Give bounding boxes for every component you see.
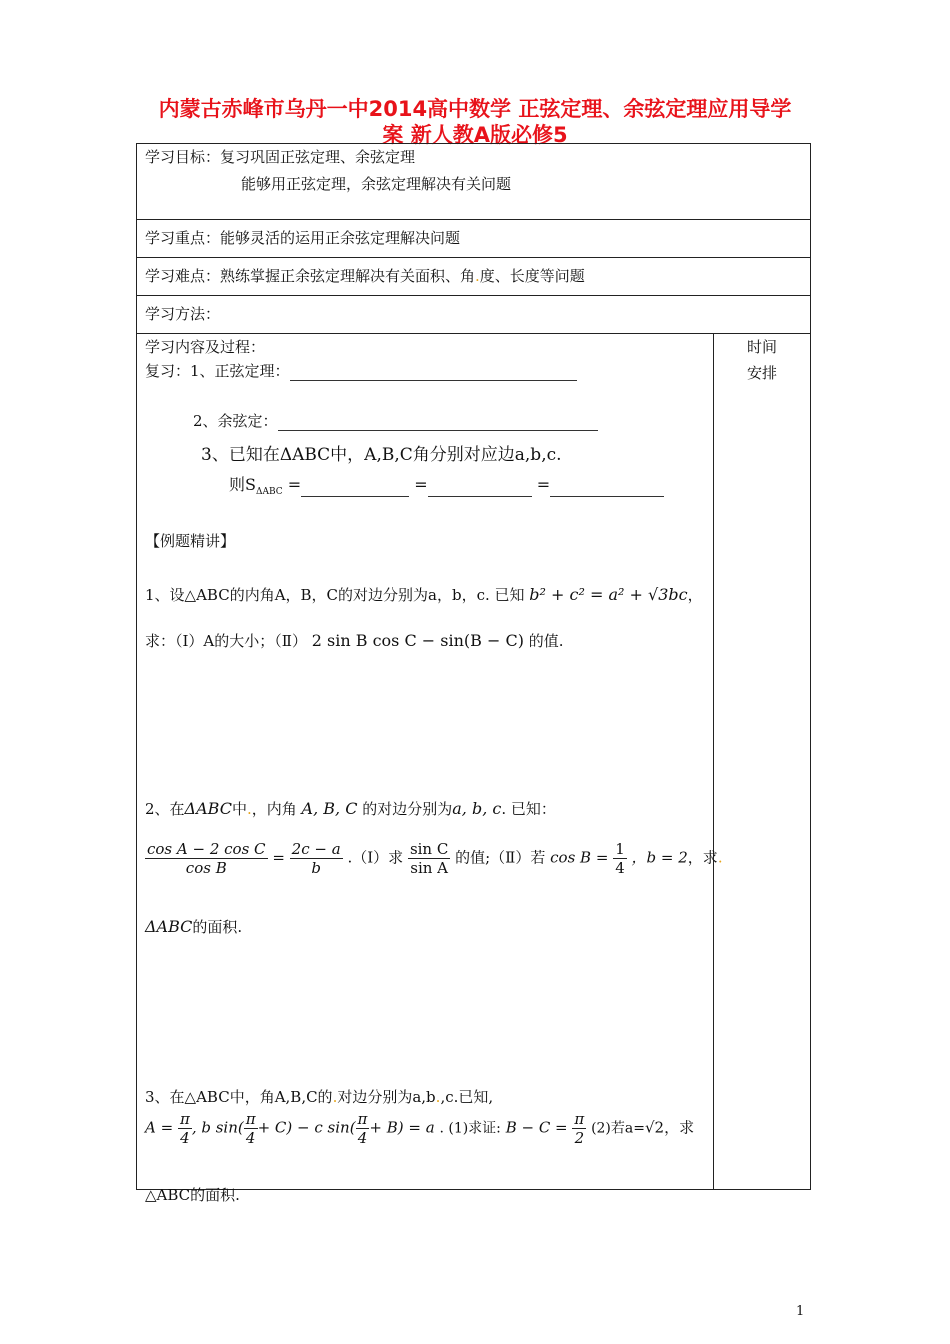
pi-num-1: π	[179, 1110, 190, 1128]
example-3-text-3: ,c.已知,	[440, 1088, 494, 1106]
example-2-dot: .	[246, 800, 252, 818]
answer-line-5[interactable]	[550, 496, 664, 497]
example-2-b: ，b = 2	[631, 848, 688, 867]
example-1-line-1	[145, 584, 703, 605]
example-2-q1b: 的值;（Ⅱ）若	[455, 848, 546, 867]
example-2-mid3: 的对边分别为	[362, 800, 453, 818]
study-plan-table	[136, 143, 811, 1204]
example-2-eq: =	[272, 848, 285, 867]
example-2-mid2: ，内角	[251, 800, 297, 818]
answer-line-1[interactable]	[290, 380, 577, 381]
difficulty-text-a: 学习难点：熟练掌握正余弦定理解决有关面积、角	[145, 267, 476, 285]
example-3-sqrt2: √2	[644, 1118, 665, 1137]
example-2-area-triangle: ΔABC	[145, 917, 193, 936]
fraction-3-den: sin A	[410, 859, 449, 877]
fraction-2-num: 2c − a	[291, 840, 341, 858]
eq-sign-2: =	[414, 475, 428, 494]
example-2-fraction-4	[613, 840, 627, 877]
example-1-question: 求：（Ⅰ）A的大小；（Ⅱ）	[145, 632, 307, 650]
answer-line-3[interactable]	[301, 496, 409, 497]
review-1-label: 复习：1、正弦定理：	[145, 362, 290, 380]
fraction-4-den: 4	[615, 859, 625, 877]
example-2-known: . 已知：	[501, 800, 556, 818]
time-label-2: 安排	[746, 364, 777, 382]
example-3-line-3: △ABC的面积.	[145, 1186, 240, 1204]
content-header: 学习内容及过程：	[145, 338, 266, 356]
time-column	[714, 334, 811, 1190]
eq-sign-3: =	[536, 475, 551, 494]
example-3-dot: .	[332, 1088, 338, 1106]
fraction-2-den: b	[311, 859, 321, 877]
example-3-fraction-4	[572, 1110, 586, 1147]
example-3-line-2	[145, 1110, 694, 1147]
example-2-fraction-3	[408, 840, 450, 877]
example-3-text: 3、在△ABC中，角A,B,C的	[145, 1088, 333, 1106]
example-3-prove: . (1)求证:	[439, 1120, 501, 1137]
review-3: 3、已知在ΔABC中，A,B,C角分别对应边a,b,c.	[201, 445, 562, 465]
four-den-3: 4	[357, 1129, 368, 1147]
example-2-mid: 中	[231, 800, 247, 818]
example-2-fraction-1	[145, 840, 268, 877]
difficulty-text-b: 度、长度等问题	[479, 267, 585, 285]
example-3-dot-2: .	[435, 1088, 441, 1106]
title-line-2: 案 新人教A版必修5	[382, 123, 568, 147]
example-1-formula: b² + c² = a² + √3bc	[529, 585, 688, 604]
goal-label: 学习目标：复习巩固正弦定理、余弦定理	[145, 148, 416, 166]
method-cell: 学习方法：	[137, 296, 811, 334]
example-3-c: + C) − c sin(	[257, 1118, 356, 1137]
area-formula	[229, 472, 664, 497]
review-2	[193, 410, 598, 431]
example-2-line-3	[145, 916, 242, 937]
difficulty-dot: .	[475, 267, 480, 285]
example-3-fraction-1	[178, 1110, 192, 1147]
example-3-fraction-2	[244, 1110, 258, 1147]
two-den: 2	[574, 1129, 585, 1147]
area-subscript: ΔABC	[255, 487, 283, 498]
answer-line-4[interactable]	[428, 496, 532, 497]
goal-line-2: 能够用正弦定理，余弦定理解决有关问题	[241, 175, 512, 193]
example-1-tail: ，	[687, 586, 703, 604]
example-1-text: 1、设△ABC的内角A，B，C的对边分别为a，b，c. 已知	[145, 586, 525, 604]
example-3-b: , b sin(	[191, 1118, 244, 1137]
example-2-cosB: cos B =	[550, 848, 609, 867]
answer-line-2[interactable]	[278, 430, 598, 431]
example-2-qend: ，求	[687, 848, 718, 867]
pi-num-2: π	[245, 1110, 256, 1128]
example-1-question-end: 的值.	[528, 632, 564, 650]
example-3-fraction-3	[356, 1110, 370, 1147]
review-2-label: 2、余弦定：	[193, 412, 278, 430]
title-line-1: 内蒙古赤峰市乌丹一中2014高中数学 正弦定理、余弦定理应用导学	[158, 97, 792, 121]
fraction-1-den: cos B	[185, 859, 227, 877]
fraction-1-num: cos A − 2 cos C	[147, 840, 266, 858]
example-2-angles: A, B, C	[301, 799, 358, 818]
fraction-3-num: sin C	[409, 840, 449, 858]
example-3-line-1	[145, 1086, 493, 1107]
example-3-A: A =	[145, 1118, 174, 1137]
focus-cell: 学习重点：能够灵活的运用正余弦定理解决问题	[137, 220, 811, 258]
example-2-sides: a, b, c	[452, 799, 502, 818]
content-cell	[137, 334, 723, 1204]
document-title	[100, 96, 850, 148]
example-2-line-1	[145, 798, 556, 819]
example-2-dot-2: .	[717, 848, 723, 867]
eq-sign-1: =	[287, 475, 302, 494]
example-1-question-formula: 2 sin B cos C − sin(B − C)	[311, 631, 524, 650]
time-label-1: 时间	[746, 338, 777, 356]
area-prefix: 则S	[229, 475, 256, 494]
example-2-line-2	[145, 840, 723, 877]
examples-heading: 【例题精讲】	[145, 532, 236, 550]
example-2-area: 的面积.	[192, 918, 243, 936]
example-3-d: + B) = a	[369, 1118, 435, 1137]
example-2-fraction-2	[290, 840, 343, 877]
pi-num-4: π	[574, 1110, 585, 1128]
review-1	[145, 360, 577, 381]
example-2-q1: .（Ⅰ）求	[347, 848, 404, 867]
example-3-text-2: 对边分别为a,b	[337, 1088, 436, 1106]
page-number: 1	[796, 1304, 805, 1319]
difficulty-cell	[137, 258, 811, 296]
goal-cell	[137, 144, 811, 220]
example-2-pre: 2、在	[145, 800, 185, 818]
example-3-qend: ，求	[664, 1118, 695, 1137]
example-2-triangle: ΔABC	[184, 799, 232, 818]
fraction-4-num: 1	[615, 840, 625, 858]
four-den-1: 4	[180, 1129, 190, 1147]
example-1-line-2	[145, 630, 564, 651]
four-den-2: 4	[245, 1129, 256, 1147]
example-3-if: (2)若a=	[591, 1120, 645, 1137]
example-3-BC: B − C =	[505, 1118, 568, 1137]
pi-num-3: π	[357, 1110, 368, 1128]
